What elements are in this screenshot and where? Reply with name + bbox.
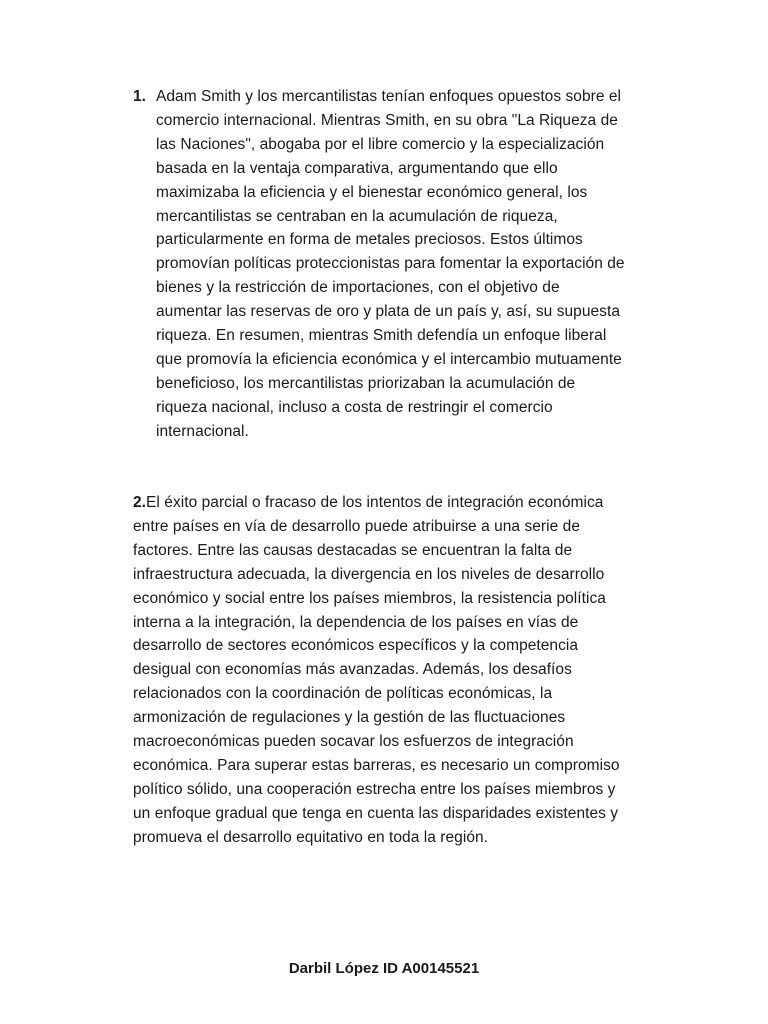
answer-1 (133, 85, 673, 444)
answer-2-text: El éxito parcial o fracaso de los intentos de integración económica entre países en vía de desarrollo puede atribuirse a una serie de factores. Entre las causas destacadas se encuentran la falta de infraestructura adecuada, la divergencia en los niveles de desarrollo económico y social entre los países miembros, la resistencia política interna a la integración, la dependencia de los países en vías de desarrollo de sectores económicos específicos y la competencia desigual con economías más avanzadas. Además, los desafíos relacionados con la coordinación de políticas económicas, la armonización de regulaciones y la gestión de las fluctuaciones macroeconómicas pueden socavar los esfuerzos de integración económica. Para superar estas barreras, es necesario un compromiso político sólido, una cooperación estrecha entre los países miembros y un enfoque gradual que tenga en cuenta las disparidades existentes y promueva el desarrollo equitativo en toda la región. (133, 494, 620, 846)
author-signature: Darbil López ID A00145521 (288, 960, 480, 977)
answer-2 (133, 491, 673, 850)
answer-1-number: 1. (133, 88, 147, 105)
answer-1-text: Adam Smith y los mercantilistas tenían enfoques opuestos sobre el comercio internacional. Mientras Smith, en su obra "La Riqueza de las Naciones", abogaba por el libre comercio y la especialización basada en la ventaja comparativa, argumentando que ello maximizaba la eficiencia y el bienestar económico general, los mercantilistas se centraban en la acumulación de riqueza, particularmente en forma de metales preciosos. Estos últimos promovían políticas proteccionistas para fomentar la exportación de bienes y la restricción de importaciones, con el objetivo de aumentar las reservas de oro y plata de un país y, así, su supuesta riqueza. En resumen, mientras Smith defendía un enfoque liberal que promovía la eficiencia económica y el intercambio mutuamente beneficioso, los mercantilistas priorizaban la acumulación de riqueza nacional, incluso a costa de restringir el comercio internacional. (156, 88, 625, 440)
answer-2-number: 2. (133, 494, 147, 511)
